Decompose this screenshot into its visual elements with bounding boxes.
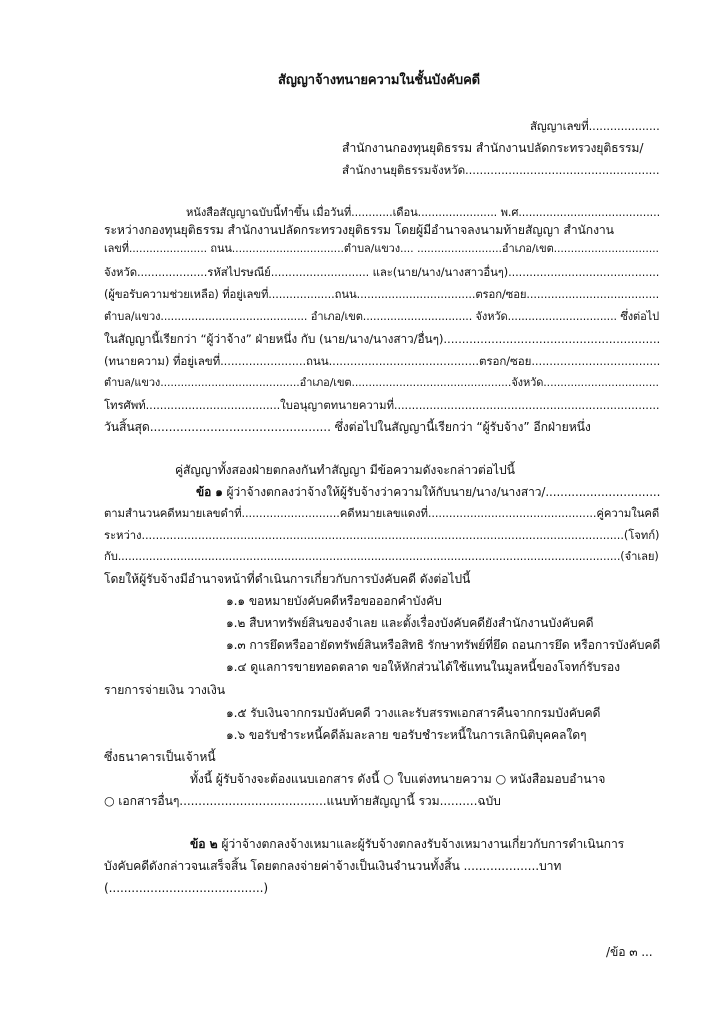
clause-1-item-1-1: ๑.๑ ขอหมายบังคับคดีหรือขอออกคำบังคับ (226, 594, 442, 608)
office-line-1: สำนักงานกองทุนยุติธรรม สำนักงานปลัดกระทรวงยุติธรรม/ (342, 141, 644, 155)
page-continuation: /ข้อ ๓ ... (606, 945, 653, 959)
office-line-2: สำนักงานยุติธรรมจังหวัด...................................................... (342, 163, 660, 177)
intro-line-3: เลขที่....................... ถนน.................................ตำบล/แขวง.... .........................อำเภอ/เขต............................... (104, 242, 659, 255)
intro-line-1: หนังสือสัญญาฉบับนี้ทำขึ้น เมื่อวันที่............เดือน....................... พ.ศ......................................... (186, 206, 661, 219)
clause-1-line-5: โดยให้ผู้รับจ้างมีอำนาจหน้าที่ดำเนินการเกี่ยวกับการบังคับคดี ดังต่อไปนี้ (104, 572, 471, 586)
intro-line-9: ตำบล/แขวง.........................................อำเภอ/เขต...............................................จังหวัด.................................. (104, 376, 659, 389)
intro-line-11: วันสิ้นสุด................................................ ซึ่งต่อไปในสัญญานี้เรียกว่า “ผู้รับจ้าง” อีกฝ่ายหนึ่ง (104, 420, 591, 434)
intro-line-6: ตำบล/แขวง........................................... อำเภอ/เขต................................ จังหวัด................................ ซึ่งต่อไป (104, 310, 660, 323)
clause-1-first-line (196, 484, 660, 500)
clause-1-item-1-4-cont: รายการจ่ายเงิน วางเงิน (104, 683, 225, 697)
agreement-line: คู่สัญญาทั้งสองฝ่ายตกลงกันทำสัญญา มีข้อความดังจะกล่าวต่อไปนี้ (175, 463, 515, 477)
clause-2-line-3: (.........................................) (104, 881, 269, 895)
clause-1-item-1-5: ๑.๕ รับเงินจากกรมบังคับคดี วางและรับสรรพเอกสารคืนจากกรมบังคับคดี (226, 706, 601, 720)
clause-1-line-4: กับ.................................................................................................................................................(จำเลย) (104, 550, 659, 563)
clause-1-text: ผู้ว่าจ้างตกลงว่าจ้างให้ผู้รับจ้างว่าความให้กับนาย/นาง/นางสาว/............................... (226, 485, 661, 499)
clause-1-attachments-line-1: ทั้งนี้ ผู้รับจ้างจะต้องแนบเอกสาร ดังนี้ ○ ใบแต่งทนายความ ○ หนังสือมอบอำนาจ (190, 772, 606, 786)
clause-1-item-1-6-cont: ซึ่งธนาคารเป็นเจ้าหนี้ (104, 750, 216, 764)
clause-1-attachments-line-2: ○ เอกสารอื่นๆ.......................................แนบท้ายสัญญานี้ รวม..........ฉบับ (104, 794, 501, 808)
clause-2-label: ข้อ ๒ (190, 837, 218, 851)
clause-2-line-2: บังคับคดีดังกล่าวจนเสร็จสิ้น โดยตกลงจ่ายค่าจ้างเป็นเงินจำนวนทั้งสิ้น ....................บาท (104, 859, 562, 873)
intro-line-5: (ผู้ขอรับความช่วยเหลือ) ที่อยู่เลขที่...................ถนน..................................ตรอก/ซอย...................................... (104, 288, 660, 301)
intro-line-8: (ทนายความ) ที่อยู่เลขที่........................ถนน..........................................ตรอก/ซอย.................................... (104, 354, 661, 368)
clause-1-item-1-4: ๑.๔ ดูแลการขายทอดตลาด ขอให้หักส่วนได้ใช้แทนในมูลหนี้ของโจทก์รับรอง (226, 660, 620, 674)
clause-1-item-1-6: ๑.๖ ขอรับชำระหนี้คดีล้มละลาย ขอรับชำระหนี้ในการเลิกนิติบุคคลใดๆ (226, 728, 587, 742)
clause-1-item-1-2: ๑.๒ สืบหาทรัพย์สินของจำเลย และตั้งเรื่องบังคับคดียังสำนักงานบังคับคดี (226, 616, 594, 630)
clause-2-text: ผู้ว่าจ้างตกลงจ้างเหมาและผู้รับจ้างตกลงรับจ้างเหมางานเกี่ยวกับการดำเนินการ (221, 837, 625, 851)
clause-1-item-1-3: ๑.๓ การยึดหรืออายัดทรัพย์สินหรือสิทธิ รักษาทรัพย์ที่ยึด ถอนการยึด หรือการบังคับคดี (226, 638, 661, 652)
intro-line-10: โทรศัพท์......................................ใบอนุญาตทนายความที่........................................................................... (104, 398, 660, 412)
clause-1-line-2: ตามสำนวนคดีหมายเลขดำที่............................คดีหมายเลขแดงที่................................................คู่ความในคดี (104, 506, 660, 520)
contract-number: สัญญาเลขที่.................... (530, 119, 660, 133)
clause-2-first-line (190, 836, 624, 852)
document-title: สัญญาจ้างทนายความในชั้นบังคับคดี (278, 73, 481, 88)
clause-1-line-3: ระหว่าง.........................................................................................................................................(โจทก์) (104, 528, 660, 542)
clause-1-label: ข้อ ๑ (196, 485, 223, 499)
intro-line-4: จังหวัด....................รหัสไปรษณีย์............................ และ(นาย/นาง/นางสาวอื่นๆ)........................................... (104, 265, 660, 279)
intro-line-7: ในสัญญานี้เรียกว่า “ผู้ว่าจ้าง” ฝ่ายหนึ่ง กับ (นาย/นาง/นางสาว/อื่นๆ)........................................................... (104, 332, 661, 346)
intro-line-2: ระหว่างกองทุนยุติธรรม สำนักงานปลัดกระทรวงยุติธรรม โดยผู้มีอำนาจลงนามท้ายสัญญา สำนักงาน (104, 223, 614, 237)
